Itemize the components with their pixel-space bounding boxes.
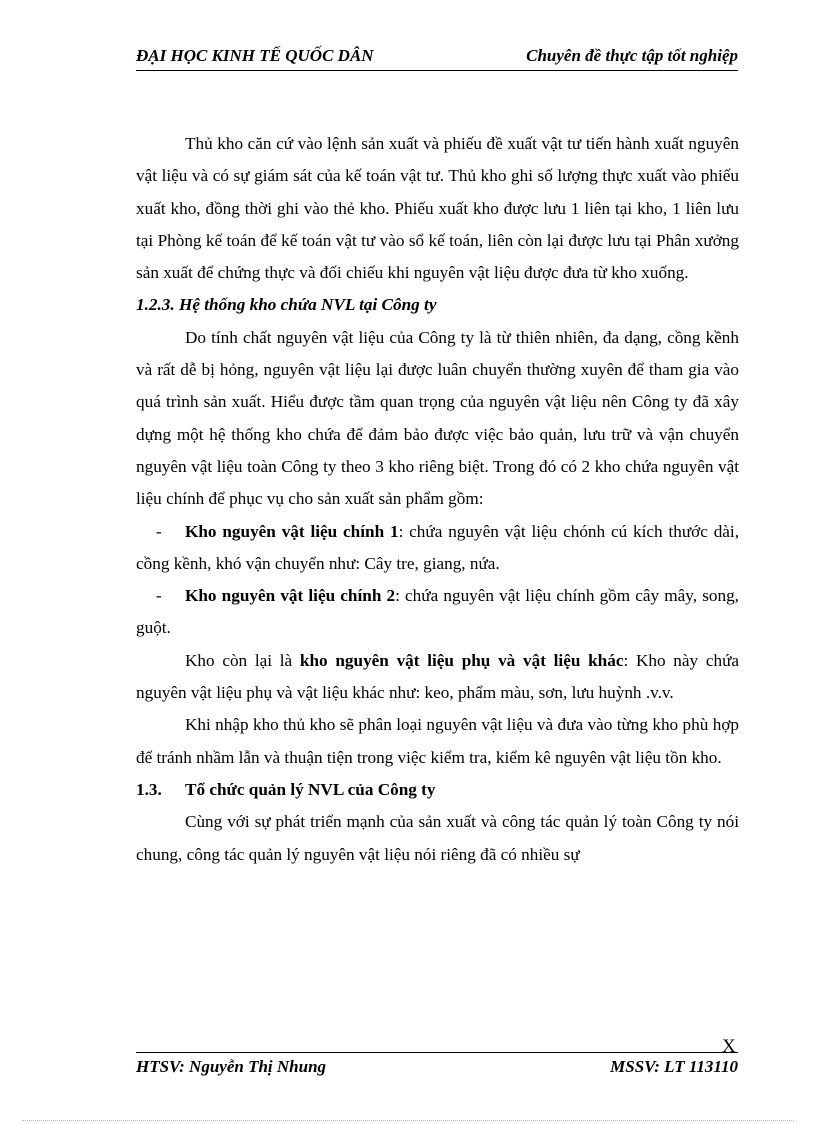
paragraph-management: Cùng với sự phát triển mạnh của sản xuất và công tác quản lý toàn Công ty nói chung, công tác quản lý nguyên vật liệu nói riêng đã có nhiều sự bbox=[136, 812, 739, 864]
paragraph-receiving: Khi nhập kho thủ kho sẽ phân loại nguyên vật liệu và đưa vào từng kho phù hợp để tránh nhầm lẫn và thuận tiện trong việc kiểm tra, kiểm kê nguyên vật liệu tồn kho. bbox=[136, 715, 739, 767]
bullet-bold-label: Kho nguyên vật liệu chính 2 bbox=[185, 586, 396, 606]
footer-student-id: MSSV: LT 113110 bbox=[610, 1057, 738, 1076]
page-footer bbox=[136, 1052, 738, 1081]
page-header bbox=[136, 44, 738, 71]
bullet-bold-label: Kho nguyên vật liệu chính 1 bbox=[185, 521, 399, 541]
bullet-item-warehouse-2 bbox=[136, 580, 739, 645]
paragraph-warehouse-system: Do tính chất nguyên vật liệu của Công ty là từ thiên nhiên, đa dạng, cồng kềnh và rất dễ bị hỏng, nguyên vật liệu lại được luân chuyển thường xuyên để tham gia vào quá trình sản xuất. Hiểu được tầm quan trọng của nguyên vật liệu nên Công ty đã xây dựng một hệ thống kho chứa để đảm bảo được việc bảo quản, lưu trữ và vận chuyển nguyên vật liệu toàn Công ty theo 3 kho riêng biệt. Trong đó có 2 kho chứa nguyên vật liệu chính để phục vụ cho sản xuất sản phẩm gồm: bbox=[136, 327, 739, 509]
para3-prefix: Kho còn lại là bbox=[185, 650, 300, 670]
header-university: ĐẠI HỌC KINH TẾ QUỐC DÂN bbox=[136, 46, 374, 65]
para3-bold: kho nguyên vật liệu phụ và vật liệu khác bbox=[299, 650, 624, 670]
bullet-item-warehouse-1 bbox=[136, 516, 739, 581]
bullet-dash: - bbox=[156, 586, 162, 606]
body-text bbox=[136, 128, 739, 871]
bullet-text: : chứa nguyên vật liệu chónh cú kích thước dài, cồng kềnh, khó vận chuyển như: Cây tre, giang, nứa. bbox=[136, 521, 739, 573]
heading-number: 1.3. bbox=[136, 779, 162, 799]
bullet-text: : chứa nguyên vật liệu chính gồm cây mây, song, guột. bbox=[136, 586, 739, 638]
paragraph-warehouse-issue: Thủ kho căn cứ vào lệnh sản xuất và phiếu đề xuất vật tư tiến hành xuất nguyên vật liệu và có sự giám sát của kế toán vật tư. Thủ kho ghi số lượng thực xuất vào phiếu xuất kho, đồng thời ghi vào thẻ kho. Phiếu xuất kho được lưu 1 liên tại kho, 1 liên lưu tại Phòng kế toán để kế toán vật tư vào sổ kế toán, liên còn lại được lưu tại Phân xưởng sản xuất để chứng thực và đối chiếu khi nguyên vật liệu được đưa từ kho xuống. bbox=[136, 134, 739, 283]
bullet-dash: - bbox=[156, 521, 162, 541]
page-number: X bbox=[722, 1036, 736, 1057]
section-heading-1-3 bbox=[136, 774, 739, 806]
para3-suffix: : Kho này chứa nguyên vật liệu phụ và vật liệu khác như: keo, phẩm màu, sơn, lưu huỳnh .v.v. bbox=[136, 650, 740, 703]
section-heading-1-2-3: 1.2.3. Hệ thống kho chứa NVL tại Công ty bbox=[136, 295, 437, 315]
header-report-title: Chuyên đề thực tập tốt nghiệp bbox=[526, 46, 738, 65]
page-edge-divider bbox=[22, 1120, 794, 1121]
footer-student-name: HTSV: Nguyễn Thị Nhung bbox=[136, 1057, 327, 1076]
paragraph-auxiliary-warehouse bbox=[136, 645, 739, 710]
heading-text: Tổ chức quản lý NVL của Công ty bbox=[185, 779, 436, 799]
